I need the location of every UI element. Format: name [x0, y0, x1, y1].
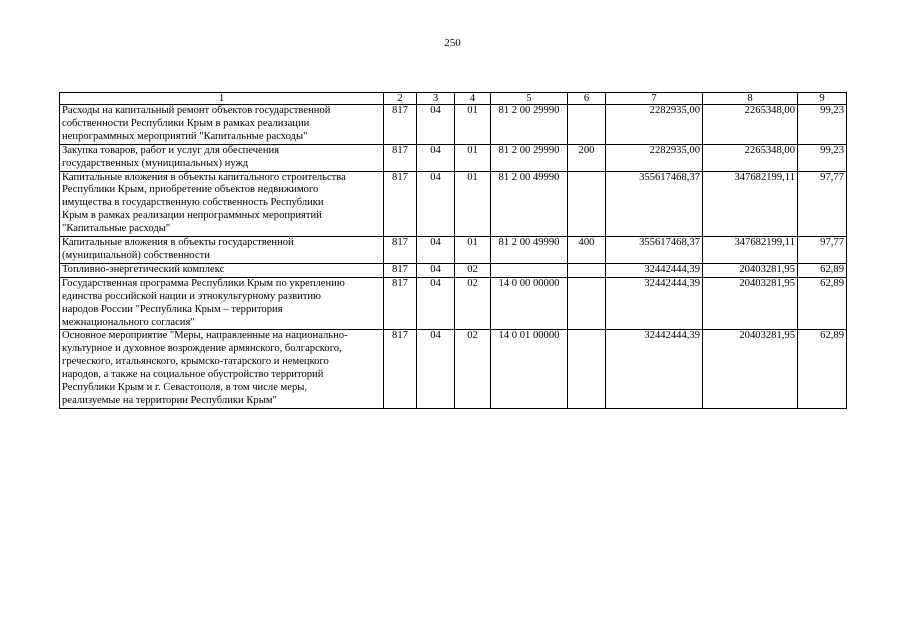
execution-percent-cell: 62,89	[798, 330, 847, 408]
row-name-cell: Закупка товаров, работ и услуг для обеспечения государственных (муниципальных) нужд	[60, 144, 384, 171]
column-header: 7	[606, 93, 703, 105]
execution-percent-cell: 62,89	[798, 277, 847, 330]
header-row	[60, 93, 847, 105]
expense-type-cell	[568, 277, 606, 330]
target-article-cell: 14 0 00 00000	[491, 277, 568, 330]
section-code-cell: 04	[417, 330, 455, 408]
column-header: 4	[455, 93, 491, 105]
executed-amount-cell: 20403281,95	[703, 330, 798, 408]
table-row	[60, 263, 847, 277]
section-code-cell: 04	[417, 105, 455, 145]
target-article-cell: 81 2 00 49990	[491, 237, 568, 264]
ministry-code-cell: 817	[384, 171, 417, 237]
executed-amount-cell: 347682199,11	[703, 171, 798, 237]
executed-amount-cell: 347682199,11	[703, 237, 798, 264]
column-header: 6	[568, 93, 606, 105]
table-row	[60, 171, 847, 237]
target-article-cell: 81 2 00 29990	[491, 144, 568, 171]
ministry-code-cell: 817	[384, 237, 417, 264]
section-code-cell: 04	[417, 144, 455, 171]
table-row	[60, 330, 847, 408]
target-article-cell: 81 2 00 49990	[491, 171, 568, 237]
row-name-cell: Капитальные вложения в объекты капитального строительства Республики Крым, приобретение объектов недвижимого имущества в государственную собственность Республики Крым в рамках реализации непрограммных мероприятий "Капитальные расходы"	[60, 171, 384, 237]
column-header: 9	[798, 93, 847, 105]
expense-type-cell: 400	[568, 237, 606, 264]
expense-type-cell	[568, 171, 606, 237]
column-header: 1	[60, 93, 384, 105]
row-name-cell: Расходы на капитальный ремонт объектов государственной собственности Республики Крым в рамках реализации непрограммных мероприятий "Капитальные расходы"	[60, 105, 384, 145]
executed-amount-cell: 2265348,00	[703, 144, 798, 171]
row-name-cell: Капитальные вложения в объекты государственной (муниципальной) собственности	[60, 237, 384, 264]
execution-percent-cell: 97,77	[798, 237, 847, 264]
budget-table	[59, 92, 847, 409]
execution-percent-cell: 99,23	[798, 105, 847, 145]
ministry-code-cell: 817	[384, 277, 417, 330]
ministry-code-cell: 817	[384, 263, 417, 277]
page-number: 250	[444, 37, 461, 49]
planned-amount-cell: 2282935,00	[606, 105, 703, 145]
planned-amount-cell: 32442444,39	[606, 330, 703, 408]
table-row	[60, 144, 847, 171]
section-code-cell: 04	[417, 171, 455, 237]
column-header: 8	[703, 93, 798, 105]
column-header: 2	[384, 93, 417, 105]
expense-type-cell	[568, 330, 606, 408]
planned-amount-cell: 355617468,37	[606, 171, 703, 237]
execution-percent-cell: 99,23	[798, 144, 847, 171]
expense-type-cell	[568, 105, 606, 145]
column-header: 3	[417, 93, 455, 105]
planned-amount-cell: 355617468,37	[606, 237, 703, 264]
row-name-cell: Государственная программа Республики Крым по укреплению единства российской нации и этнокультурному развитию народов России "Республика Крым – территория межнационального согласия"	[60, 277, 384, 330]
row-name-cell: Топливно-энергетический комплекс	[60, 263, 384, 277]
column-header: 5	[491, 93, 568, 105]
subsection-code-cell: 02	[455, 277, 491, 330]
ministry-code-cell: 817	[384, 144, 417, 171]
row-name-cell: Основное мероприятие "Меры, направленные на национально- культурное и духовное возрождение армянского, болгарского, греческого, итальянского, крымско-татарского и немецкого народов, а также на социальное обустройство территорий Республики Крым и г. Севастополя, в том числе меры, реализуемые на территории Республики Крым"	[60, 330, 384, 408]
subsection-code-cell: 01	[455, 144, 491, 171]
planned-amount-cell: 32442444,39	[606, 277, 703, 330]
executed-amount-cell: 20403281,95	[703, 263, 798, 277]
table-row	[60, 105, 847, 145]
executed-amount-cell: 2265348,00	[703, 105, 798, 145]
subsection-code-cell: 01	[455, 171, 491, 237]
subsection-code-cell: 02	[455, 263, 491, 277]
section-code-cell: 04	[417, 237, 455, 264]
execution-percent-cell: 97,77	[798, 171, 847, 237]
subsection-code-cell: 02	[455, 330, 491, 408]
ministry-code-cell: 817	[384, 105, 417, 145]
expense-type-cell: 200	[568, 144, 606, 171]
section-code-cell: 04	[417, 263, 455, 277]
planned-amount-cell: 32442444,39	[606, 263, 703, 277]
section-code-cell: 04	[417, 277, 455, 330]
ministry-code-cell: 817	[384, 330, 417, 408]
target-article-cell: 14 0 01 00000	[491, 330, 568, 408]
table-row	[60, 277, 847, 330]
planned-amount-cell: 2282935,00	[606, 144, 703, 171]
executed-amount-cell: 20403281,95	[703, 277, 798, 330]
expense-type-cell	[568, 263, 606, 277]
execution-percent-cell: 62,89	[798, 263, 847, 277]
target-article-cell	[491, 263, 568, 277]
table-row	[60, 237, 847, 264]
subsection-code-cell: 01	[455, 105, 491, 145]
target-article-cell: 81 2 00 29990	[491, 105, 568, 145]
subsection-code-cell: 01	[455, 237, 491, 264]
